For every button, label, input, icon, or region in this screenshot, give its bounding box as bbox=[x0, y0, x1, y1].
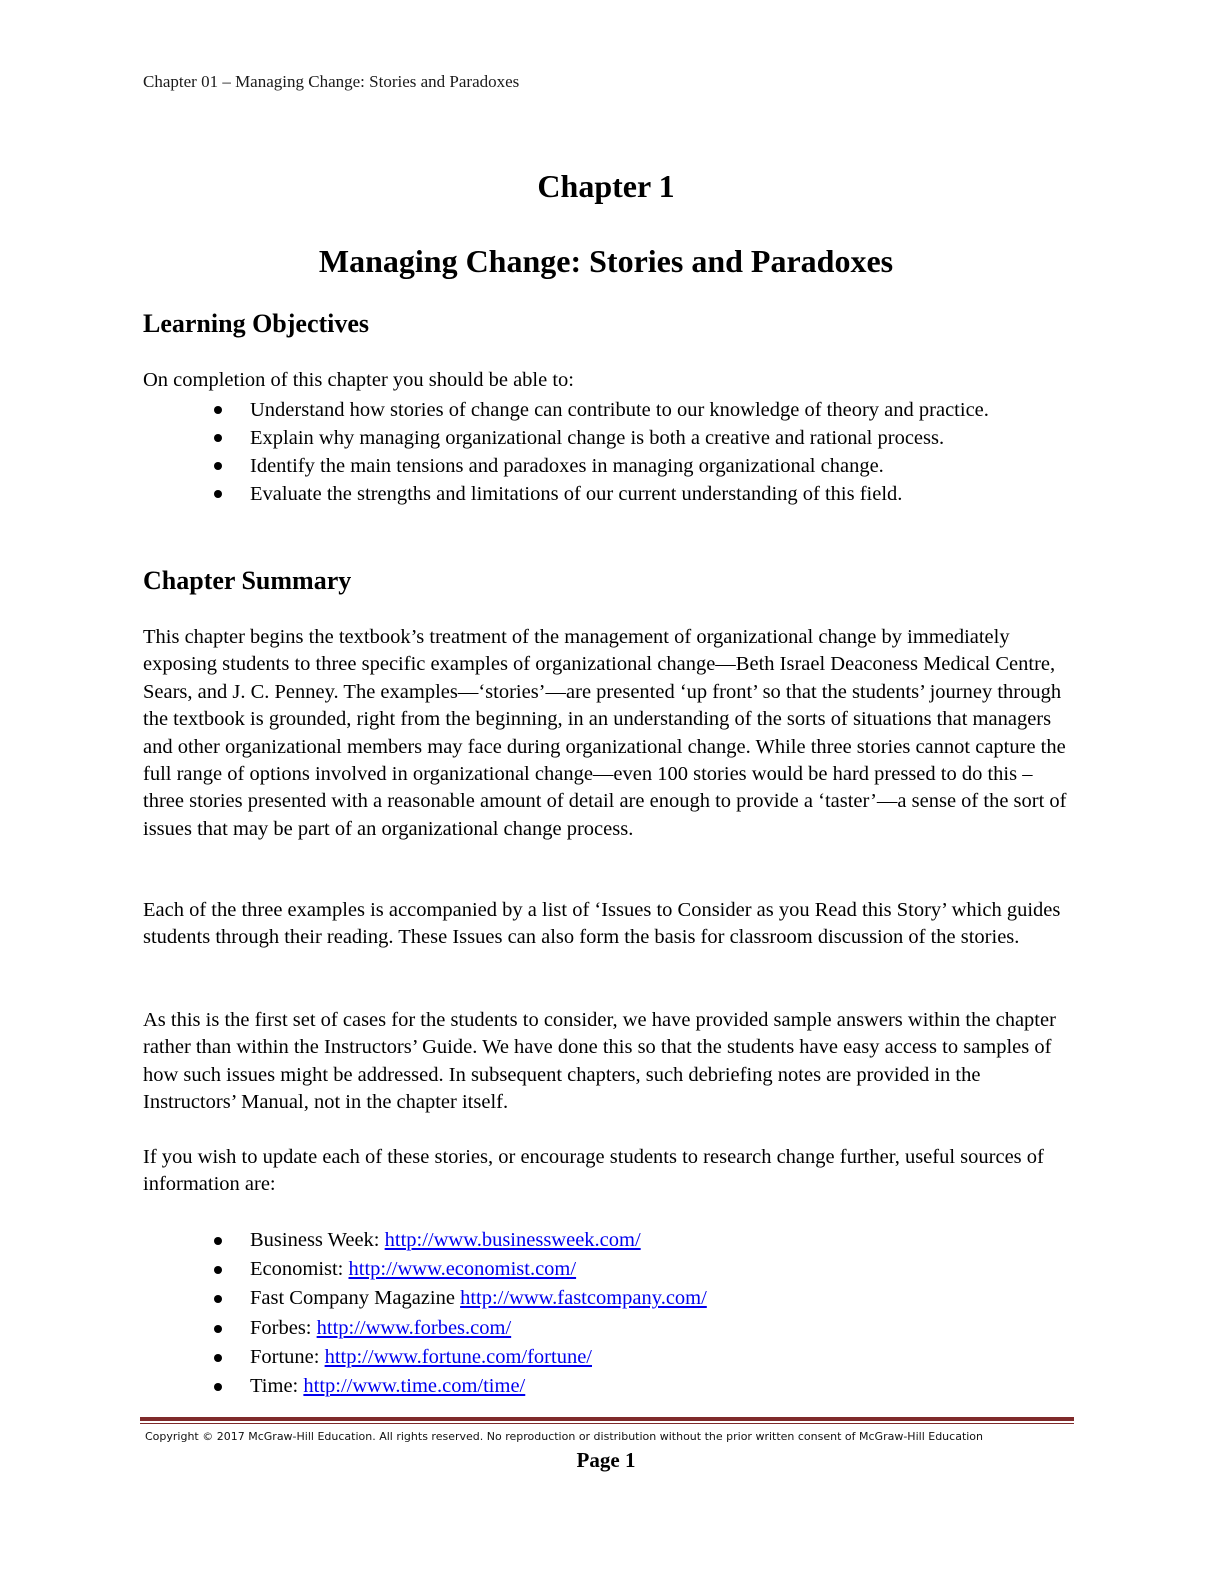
source-link-fortune[interactable]: http://www.fortune.com/fortune/ bbox=[324, 1345, 592, 1368]
source-link-fastcompany[interactable]: http://www.fastcompany.com/ bbox=[460, 1287, 707, 1310]
footer-divider bbox=[140, 1417, 1074, 1421]
chapter-number: Chapter 1 bbox=[537, 168, 675, 204]
bullet-icon bbox=[214, 1354, 222, 1362]
source-item: Fast Company Magazine http://www.fastcompany.com/ bbox=[143, 1284, 1078, 1313]
summary-paragraph-2: Each of the three examples is accompanied by a list of ‘Issues to Consider as you Read this Story’ which guides students through their reading. These Issues can also form the basis for classroom discussion of the stories. bbox=[143, 899, 1061, 949]
objective-item: Evaluate the strengths and limitations of our current understanding of this field. bbox=[143, 480, 1078, 508]
objectives-intro: On completion of this chapter you should be able to: bbox=[143, 369, 574, 391]
objective-item: Identify the main tensions and paradoxes in managing organizational change. bbox=[143, 452, 1078, 480]
running-header: Chapter 01 – Managing Change: Stories and Paradoxes bbox=[143, 72, 520, 91]
source-item: Economist: http://www.economist.com/ bbox=[143, 1255, 1078, 1284]
summary-paragraph-4: If you wish to update each of these stories, or encourage students to research change further, useful sources of information are: bbox=[143, 1146, 1044, 1196]
learning-objectives-heading: Learning Objectives bbox=[143, 309, 370, 338]
bullet-icon bbox=[214, 1383, 222, 1391]
source-link-time[interactable]: http://www.time.com/time/ bbox=[303, 1375, 526, 1398]
summary-paragraph-3: As this is the first set of cases for the students to consider, we have provided sample answers within the chapter rather than within the Instructors’ Guide. We have done this so that the students have easy access to samples of how such issues might be addressed. In subsequent chapters, such debriefing notes are provided in the Instructors’ Manual, not in the chapter itself. bbox=[143, 1009, 1056, 1114]
footer-divider-thin bbox=[140, 1423, 1074, 1424]
source-item: Fortune: http://www.fortune.com/fortune/ bbox=[143, 1343, 1078, 1372]
sources-list bbox=[143, 1226, 1078, 1401]
objective-item: Explain why managing organizational change is both a creative and rational process. bbox=[143, 424, 1078, 452]
bullet-icon bbox=[214, 1266, 222, 1274]
source-item: Business Week: http://www.businessweek.com/ bbox=[143, 1226, 1078, 1255]
bullet-icon bbox=[214, 490, 222, 498]
source-link-forbes[interactable]: http://www.forbes.com/ bbox=[316, 1316, 512, 1339]
summary-paragraph-1: This chapter begins the textbook’s treatment of the management of organizational change by immediately exposing students to three specific examples of organizational change—Beth Israel Deaconess Medical Centre, Sears, and J. C. Penney. The examples—‘stories’—are presented ‘up front’ so that the students’ journey through the textbook is grounded, right from the beginning, in an understanding of the sorts of situations that managers and other organizational members may face during organizational change. While three stories cannot capture the full range of options involved in organizational change—even 100 stories would be hard pressed to do this – three stories presented with a reasonable amount of detail are enough to provide a ‘taster’—a sense of the sort of issues that may be part of an organizational change process. bbox=[143, 626, 1067, 840]
page-number: Page 1 bbox=[576, 1448, 636, 1472]
bullet-icon bbox=[214, 1295, 222, 1303]
bullet-icon bbox=[214, 406, 222, 414]
bullet-icon bbox=[214, 1325, 222, 1333]
source-item: Time: http://www.time.com/time/ bbox=[143, 1372, 1078, 1401]
objectives-list bbox=[143, 396, 1078, 508]
chapter-summary-heading: Chapter Summary bbox=[143, 566, 352, 595]
source-link-businessweek[interactable]: http://www.businessweek.com/ bbox=[384, 1229, 641, 1251]
source-link-economist[interactable]: http://www.economist.com/ bbox=[348, 1258, 577, 1281]
chapter-title: Managing Change: Stories and Paradoxes bbox=[318, 243, 894, 279]
objective-item: Understand how stories of change can contribute to our knowledge of theory and practice. bbox=[143, 396, 1078, 424]
copyright-notice: Copyright © 2017 McGraw-Hill Education. All rights reserved. No reproduction or distribution without the prior written consent of McGraw-Hill Education bbox=[145, 1430, 984, 1443]
bullet-icon bbox=[214, 1237, 222, 1245]
bullet-icon bbox=[214, 434, 222, 442]
bullet-icon bbox=[214, 462, 222, 470]
source-item: Forbes: http://www.forbes.com/ bbox=[143, 1314, 1078, 1343]
